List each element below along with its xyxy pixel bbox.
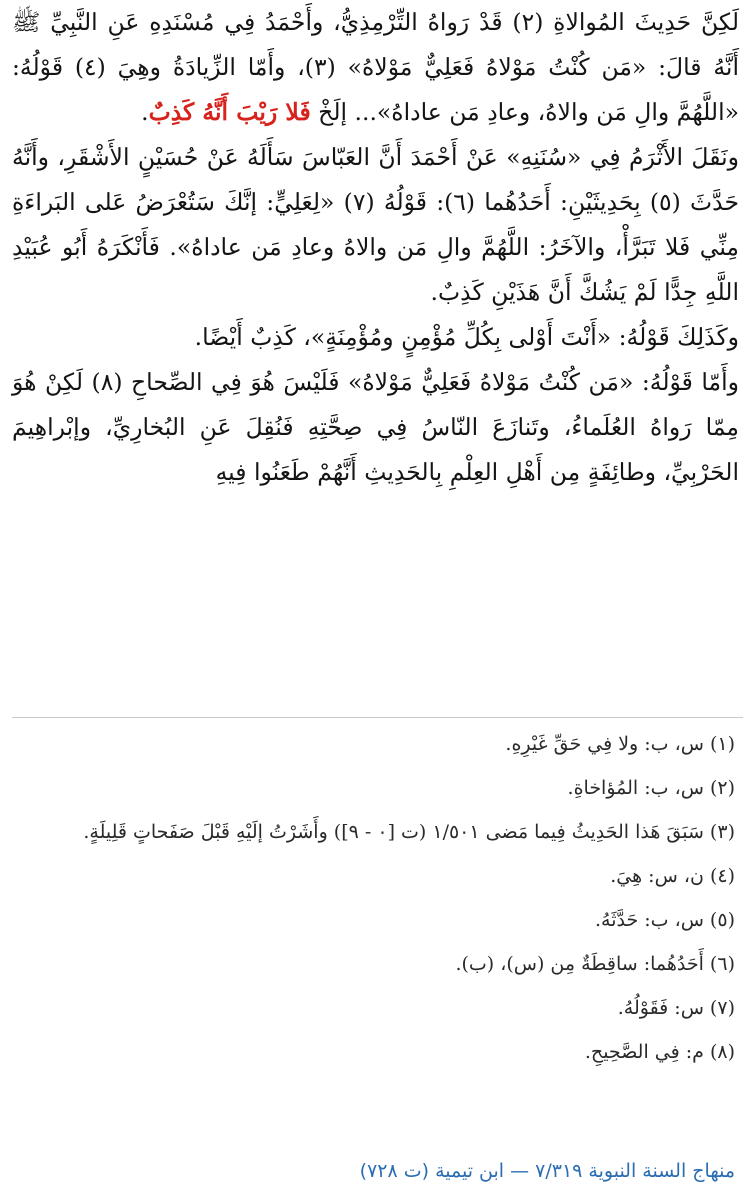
footnote-1: (١) س، ب: ولا فِي حَقِّ غَيْرِهِ. bbox=[505, 733, 735, 755]
highlighted-phrase: فَلا رَيْبَ أَنَّهُ كَذِبٌ bbox=[148, 98, 311, 126]
footnote-3: (٣) سَبَقَ هَذا الحَدِيثُ فِيما مَضى ١/٥٠١ (ت [٠ - ٩]) وأَشَرْتُ إلَيْهِ قَبْلَ صَفَحاتٍ قَلِيلَةٍ. bbox=[83, 821, 735, 843]
paragraph-4: وأَمّا قَوْلُهُ: «مَن كُنْتُ مَوْلاهُ فَعَلِيٌّ مَوْلاهُ» فَلَيْسَ هُوَ فِي الصِّحاحِ (٨) لَكِنْ هُوَ مِمّا رَواهُ العُلَماءُ، وتَنازَعَ النّاسُ فِي صِحَّتِهِ فَنُقِلَ عَنِ البُخارِيِّ، وإبْراهِيمَ الحَرْبِيِّ، وطائِفَةٍ مِن أَهْلِ العِلْمِ بِالحَدِيثِ أَنَّهُمْ طَعَنُوا فِيهِ bbox=[12, 368, 739, 486]
paragraph-2: ونَقَلَ الأَثْرَمُ فِي «سُنَنِهِ» عَنْ أَحْمَدَ أَنَّ العَبّاسَ سَأَلَهُ عَنْ حُسَيْنٍ الأَشْقَرِ، وأَنَّهُ حَدَّثَ (٥) بِحَدِيثَيْنِ: أَحَدُهُما (٦): قَوْلُهُ (٧) «لِعَلِيٍّ: إنَّكَ سَتُعْرَضُ عَلى البَراءَةِ مِنِّي فَلا تَبَرَّأْ، والآخَرُ: اللَّهُمَّ والِ مَن والاهُ وعادِ مَن عاداهُ». فَأَنْكَرَهُ أَبُو عُبَيْدِ اللَّهِ جِدًّا لَمْ يَشُكَّ أَنَّ هَذَيْنِ كَذِبٌ. bbox=[12, 143, 740, 306]
footnote-8: (٨) م: فِي الصَّحِيحِ. bbox=[584, 1041, 735, 1063]
paragraph-1 bbox=[12, 0, 739, 135]
footnote-5: (٥) س، ب: حَدَّثَهُ. bbox=[594, 909, 735, 931]
paragraph-1-end: . bbox=[141, 98, 149, 126]
footnote-6: (٦) أَحَدُهُما: ساقِطَةٌ مِن (س)، (ب). bbox=[455, 953, 735, 975]
footnote-2: (٢) س، ب: المُؤاخاةِ. bbox=[567, 777, 735, 799]
footnote-4: (٤) ن، س: هِيَ. bbox=[610, 865, 735, 887]
footnote-7: (٧) س: فَقَوْلُهُ. bbox=[617, 997, 735, 1019]
main-text bbox=[12, 0, 739, 495]
paragraph-3: وكَذَلِكَ قَوْلُهُ: «أَنْتَ أَوْلى بِكُلِّ مُؤْمِنٍ ومُؤْمِنَةٍ»، كَذِبٌ أَيْضًا. bbox=[194, 323, 739, 351]
source-citation: منهاج السنة النبوية ٧/٣١٩ — ابن تيمية (ت ٧٢٨) bbox=[359, 1160, 735, 1182]
paragraph-1-text: لَكِنَّ حَدِيثَ المُوالاةِ (٢) قَدْ رَواهُ التِّرْمِذِيُّ، وأَحْمَدُ فِي مُسْنَدِهِ عَنِ النَّبِيِّ ﷺ أَنَّهُ قالَ: «مَن كُنْتُ مَوْلاهُ فَعَلِيٌّ مَوْلاهُ» (٣)، وأَمّا الزِّيادَةُ وهِيَ (٤) قَوْلُهُ: «اللَّهُمَّ والِ مَن والاهُ، وعادِ مَن عاداهُ»... إلَخْ bbox=[12, 8, 740, 126]
footnotes bbox=[20, 728, 735, 1080]
footnote-divider bbox=[12, 717, 743, 718]
